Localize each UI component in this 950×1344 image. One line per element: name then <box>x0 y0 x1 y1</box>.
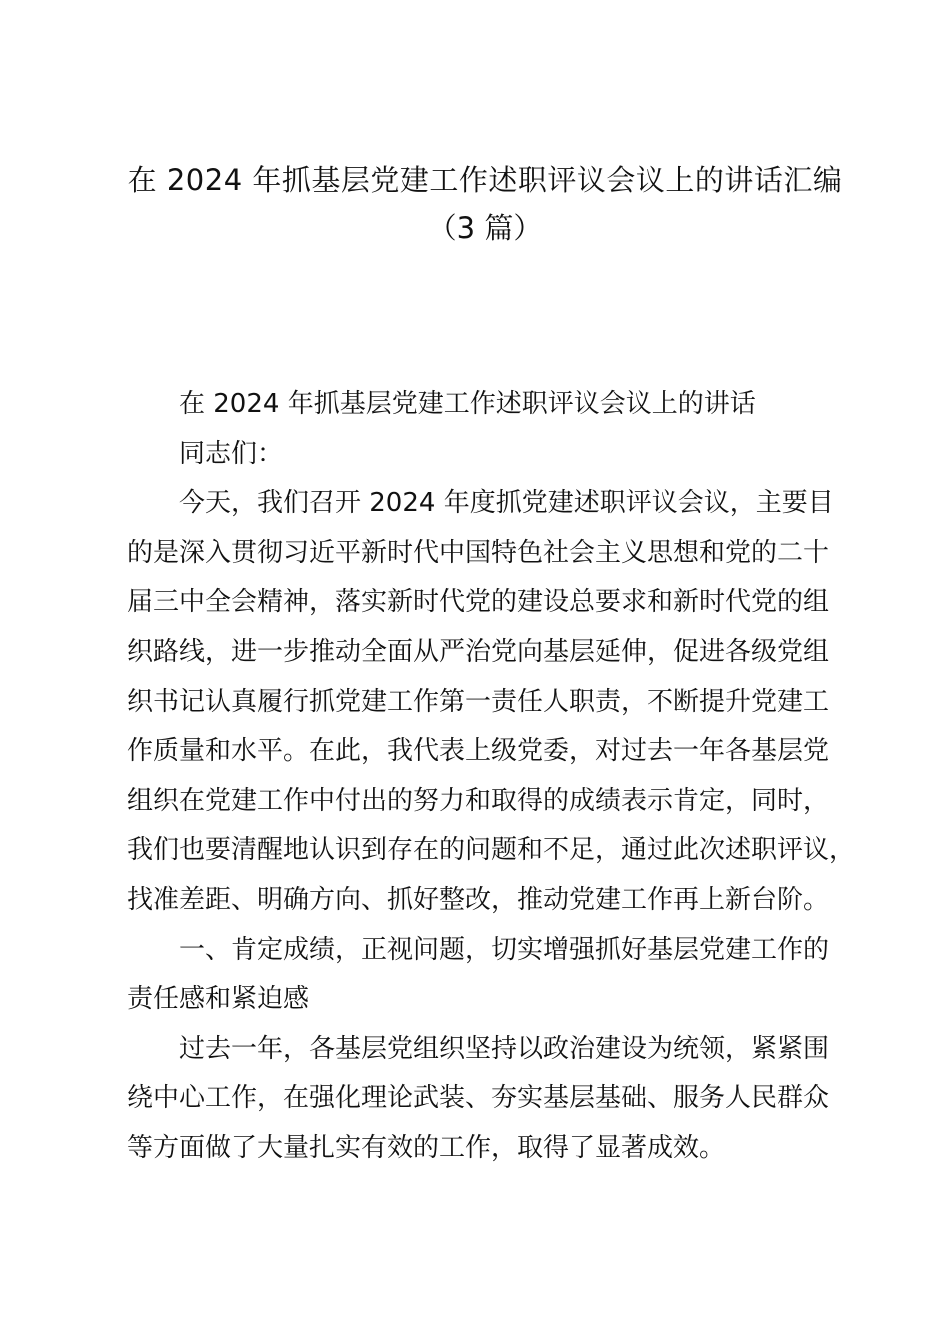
paragraph-line: 绕中心工作，在强化理论武装、夯实基层基础、服务人民群众 <box>127 1083 830 1114</box>
document-title: 在 2024 年抓基层党建工作述职评议会议上的讲话汇编 <box>127 163 843 197</box>
salutation: 同志们： <box>179 438 284 469</box>
section-heading-continued: 责任感和紧迫感 <box>127 984 310 1015</box>
paragraph-line: 过去一年，各基层党组织坚持以政治建设为统领，紧紧围 <box>179 1033 830 1064</box>
paragraph-line: 今天，我们召开 2024 年度抓党建述职评议会议，主要目 <box>179 488 834 519</box>
title-block <box>100 156 870 252</box>
document-subtitle: （3 篇） <box>427 211 543 245</box>
paragraph-line: 等方面做了大量扎实有效的工作，取得了显著成效。 <box>127 1132 726 1163</box>
paragraph-line: 的是深入贯彻习近平新时代中国特色社会主义思想和党的二十 <box>127 537 830 568</box>
paragraph-line: 届三中全会精神，落实新时代党的建设总要求和新时代党的组 <box>127 587 830 618</box>
paragraph-line: 作质量和水平。在此，我代表上级党委，对过去一年各基层党 <box>127 736 830 767</box>
document-body <box>127 380 856 1174</box>
section-heading: 一、肯定成绩，正视问题，切实增强抓好基层党建工作的 <box>179 934 830 965</box>
paragraph-line: 我们也要清醒地认识到存在的问题和不足，通过此次述职评议， <box>127 835 856 866</box>
paragraph-line: 织路线，进一步推动全面从严治党向基层延伸，促进各级党组 <box>127 636 830 667</box>
paragraph-line: 组织在党建工作中付出的努力和取得的成绩表示肯定，同时， <box>127 785 830 816</box>
speech-heading: 在 2024 年抓基层党建工作述职评议会议上的讲话 <box>179 389 756 419</box>
paragraph-line: 织书记认真履行抓党建工作第一责任人职责，不断提升党建工 <box>127 686 830 717</box>
paragraph-line: 找准差距、明确方向、抓好整改，推动党建工作再上新台阶。 <box>127 884 830 915</box>
